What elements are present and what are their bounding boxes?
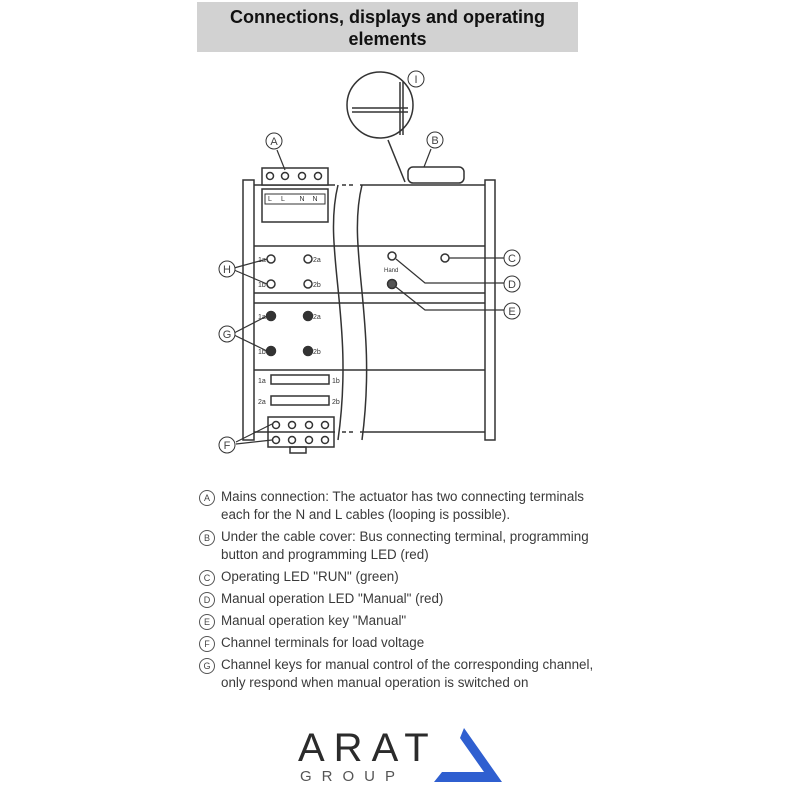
channel-label: 1b [258,349,266,356]
legend-item [199,568,599,586]
legend-text: Manual operation LED "Manual" (red) [221,591,444,606]
channel-indicator-1 [271,375,329,384]
channel-label: 2b [313,282,321,289]
channel-label: 2a [313,257,321,264]
page-title: Connections, displays and operating elements [197,2,578,52]
channel-label: 2a [258,399,266,406]
detail-magnifier [347,72,413,182]
legend-text: Mains connection: The actuator has two connecting terminals each for the N and L cables (looping is possible). [221,489,584,522]
terminal-label: L [268,196,272,203]
manual-led [388,252,396,260]
callout-b: B [431,135,439,147]
callout-i: I [414,74,418,86]
channel-keys [267,312,313,356]
legend-letter: A [199,490,215,506]
logo-triangle-icon [434,728,504,784]
channel-label: 1b [332,378,340,385]
legend-text: Operating LED "RUN" (green) [221,569,399,584]
channel-indicator-2 [271,396,329,405]
legend-text: Channel terminals for load voltage [221,635,425,650]
channel-label: 1a [258,314,266,321]
legend-letter: G [199,658,215,674]
break-line [357,185,366,440]
legend-list [199,488,599,696]
legend-letter: F [199,636,215,652]
channel-leds [267,255,312,288]
legend-item [199,656,599,692]
legend-letter: D [199,592,215,608]
channel-label: 1b [258,282,266,289]
legend-item [199,488,599,524]
legend-item [199,634,599,652]
callout-e: E [508,306,516,318]
cable-cover [408,167,464,183]
callout-h: H [223,264,231,276]
legend-item [199,612,599,630]
callout-d: D [508,279,516,291]
callout-a: A [270,136,278,148]
terminal-label: L [281,196,285,203]
legend-item [199,528,599,564]
callout-c: C [508,253,516,265]
legend-letter: B [199,530,215,546]
legend-text: Manual operation key "Manual" [221,613,407,628]
callout-f: F [223,440,231,452]
channel-terminals [268,417,334,453]
terminal-label: N [299,196,305,203]
left-rail [243,180,254,440]
legend-letter: C [199,570,215,586]
callout-g: G [222,329,232,341]
manual-key [388,280,397,289]
legend-item [199,590,599,608]
legend-text: Under the cable cover: Bus connecting terminal, programming button and programming LED (red) [221,529,589,562]
channel-label: 2a [313,314,321,321]
channel-label: 2b [313,349,321,356]
logo-name: ARAT [298,726,438,770]
run-led [441,254,449,262]
legend-text: Channel keys for manual control of the corresponding channel, only respond when manual operation is switched on [221,657,594,690]
channel-label: 2b [332,399,340,406]
arat-group-logo [298,728,508,788]
callout-leaders [234,149,504,444]
logo-sub: GROUP [300,768,406,785]
channel-label: 1a [258,257,266,264]
terminal-label: N [312,196,318,203]
channel-label: 1a [258,378,266,385]
legend-letter: E [199,614,215,630]
manual-label: Hand [384,268,399,274]
mains-terminal [262,168,328,222]
